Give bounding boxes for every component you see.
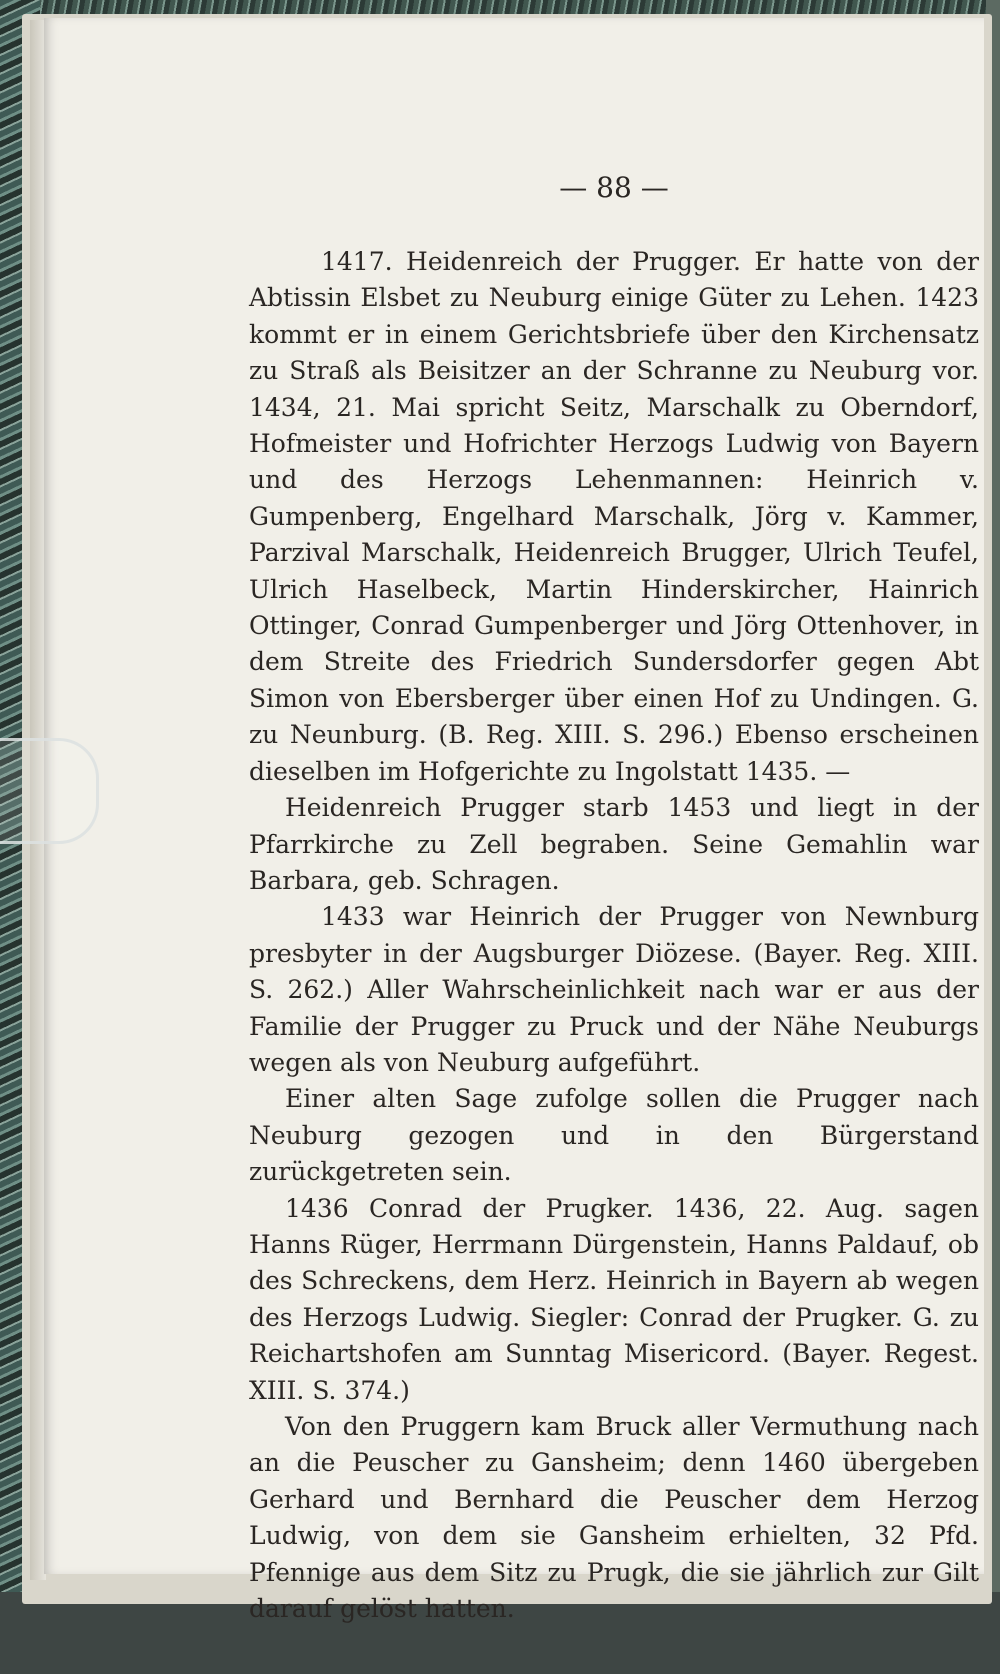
- body-text: [249, 244, 979, 1627]
- bookmark-ribbon: [0, 738, 99, 844]
- paragraph-heidenreich-death: Heidenreich Prugger starb 1453 und liegt in der Pfarrkirche zu Zell begraben. Seine Gemahlin war Barbara, geb. Schragen.: [249, 793, 979, 895]
- paragraph-heinrich: 1433 war Heinrich der Prugger von Newnburg presbyter in der Augsburger Diözese. (Bayer. Reg. XIII. S. 262.) Aller Wahrscheinlichkeit nach war er aus der Familie der Prugger zu Pruck und der Nähe Neuburgs wegen als von Neuburg aufgeführt.: [249, 902, 979, 1077]
- book-page: [44, 18, 984, 1624]
- page-number: — 88 —: [559, 171, 669, 204]
- paragraph-conrad: 1436 Conrad der Prugker. 1436, 22. Aug. sagen Hanns Rüger, Herrmann Dürgenstein, Hanns Paldauf, ob des Schreckens, dem Herz. Heinrich in Bayern ab wegen des Herzogs Ludwig. Siegler: Conrad der Prugker. G. zu Reichartshofen am Sunntag Misericord. (Bayer. Regest. XIII. S. 374.): [249, 1193, 979, 1405]
- paragraph-heidenreich: 1417. Heidenreich der Prugger. Er hatte von der Abtissin Elsbet zu Neuburg einige Güter zu Lehen. 1423 kommt er in einem Gerichtsbriefe über den Kirchensatz zu Straß als Beisitzer an der Schranne zu Neuburg vor. 1434, 21. Mai spricht Seitz, Marschalk zu Oberndorf, Hofmeister und Hofrichter Herzogs Ludwig von Bayern und des Herzogs Lehenmannen: Heinrich v. Gumpenberg, Engelhard Marschalk, Jörg v. Kammer, Parzival Marschalk, Heidenreich Brugger, Ulrich Teufel, Ulrich Haselbeck, Martin Hinderskircher, Hainrich Ottinger, Conrad Gumpenberger und Jörg Ottenhover, in dem Streite des Friedrich Sundersdorfer gegen Abt Simon von Ebersberger über einen Hof zu Undingen. G. zu Neunburg. (B. Reg. XIII. S. 296.) Ebenso erscheinen dieselben im Hofgerichte zu Ingolstatt 1435. —: [249, 247, 979, 786]
- paragraph-peuscher: Von den Pruggern kam Bruck aller Vermuthung nach an die Peuscher zu Gansheim; denn 1460 übergeben Gerhard und Bernhard die Peuscher dem Herzog Ludwig, von dem sie Gansheim erhielten, 32 Pfd. Pfennige aus dem Sitz zu Prugk, die sie jährlich zur Gilt darauf gelöst hatten.: [249, 1412, 979, 1624]
- paragraph-sage: Einer alten Sage zufolge sollen die Prugger nach Neuburg gezogen und in den Bürgerstand zurückgetreten sein.: [249, 1084, 979, 1187]
